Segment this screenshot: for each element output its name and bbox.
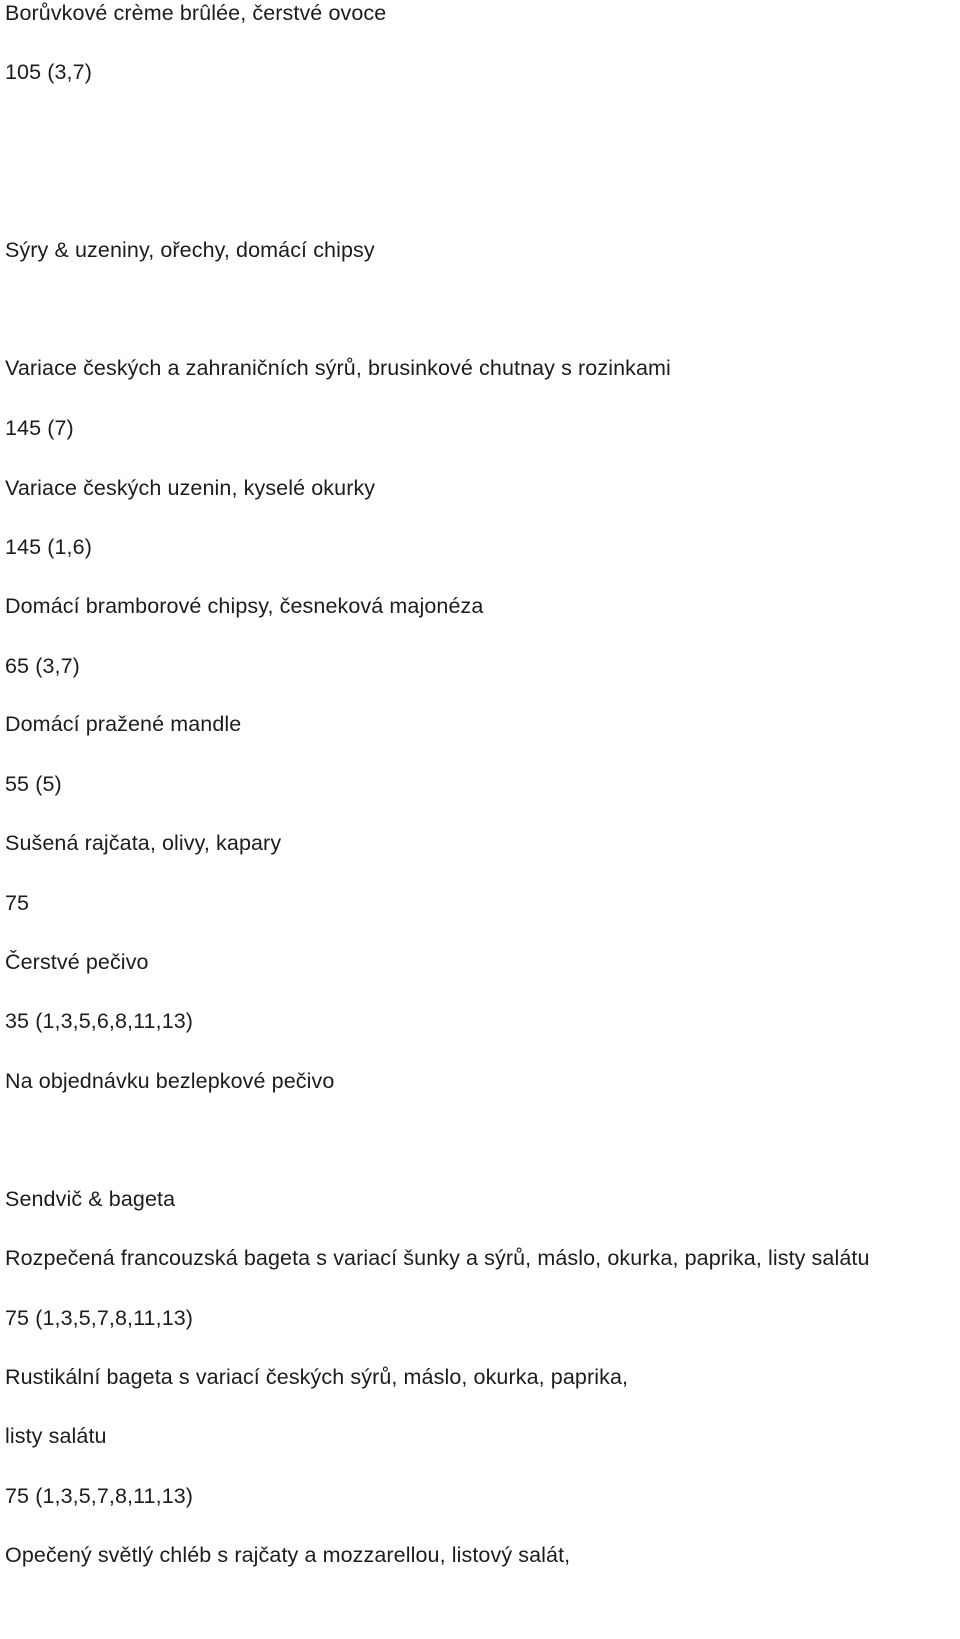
menu-item-dessert-name: Borůvkové crème brûlée, čerstvé ovoce bbox=[5, 1, 387, 25]
menu-item-bread-name: Čerstvé pečivo bbox=[5, 950, 149, 974]
menu-item-baguette-rustic-name-line1: Rustikální bageta s variací českých sýrů, máslo, okurka, paprika, bbox=[5, 1365, 629, 1389]
glutenfree-note: Na objednávku bezlepkové pečivo bbox=[5, 1069, 335, 1093]
menu-item-almonds-name: Domácí pražené mandle bbox=[5, 712, 242, 736]
menu-item-cheese-name: Variace českých a zahraničních sýrů, brusinkové chutnay s rozinkami bbox=[5, 356, 671, 380]
menu-item-baguette-rustic-price: 75 (1,3,5,7,8,11,13) bbox=[5, 1484, 194, 1508]
menu-item-cheese-price: 145 (7) bbox=[5, 416, 74, 440]
section-heading-snacks: Sýry & uzeniny, ořechy, domácí chipsy bbox=[5, 238, 375, 262]
menu-item-chips-price: 65 (3,7) bbox=[5, 654, 80, 678]
menu-item-tomatoes-name: Sušená rajčata, olivy, kapary bbox=[5, 831, 282, 855]
menu-item-baguette-rustic-name-line2: listy salátu bbox=[5, 1424, 107, 1448]
menu-item-baguette-fr-price: 75 (1,3,5,7,8,11,13) bbox=[5, 1306, 194, 1330]
menu-item-dessert-price: 105 (3,7) bbox=[5, 60, 92, 84]
menu-item-toast-name: Opečený světlý chléb s rajčaty a mozzarellou, listový salát, bbox=[5, 1543, 571, 1567]
menu-item-chips-name: Domácí bramborové chipsy, česneková majonéza bbox=[5, 594, 484, 618]
menu-item-almonds-price: 55 (5) bbox=[5, 772, 62, 796]
menu-item-bread-price: 35 (1,3,5,6,8,11,13) bbox=[5, 1009, 194, 1033]
menu-item-sausage-name: Variace českých uzenin, kyselé okurky bbox=[5, 476, 376, 500]
menu-item-tomatoes-price: 75 bbox=[5, 891, 30, 915]
section-heading-sandwich: Sendvič & bageta bbox=[5, 1187, 176, 1211]
menu-item-sausage-price: 145 (1,6) bbox=[5, 535, 92, 559]
menu-item-baguette-fr-name: Rozpečená francouzská bageta s variací šunky a sýrů, máslo, okurka, paprika, listy salátu bbox=[5, 1246, 870, 1270]
